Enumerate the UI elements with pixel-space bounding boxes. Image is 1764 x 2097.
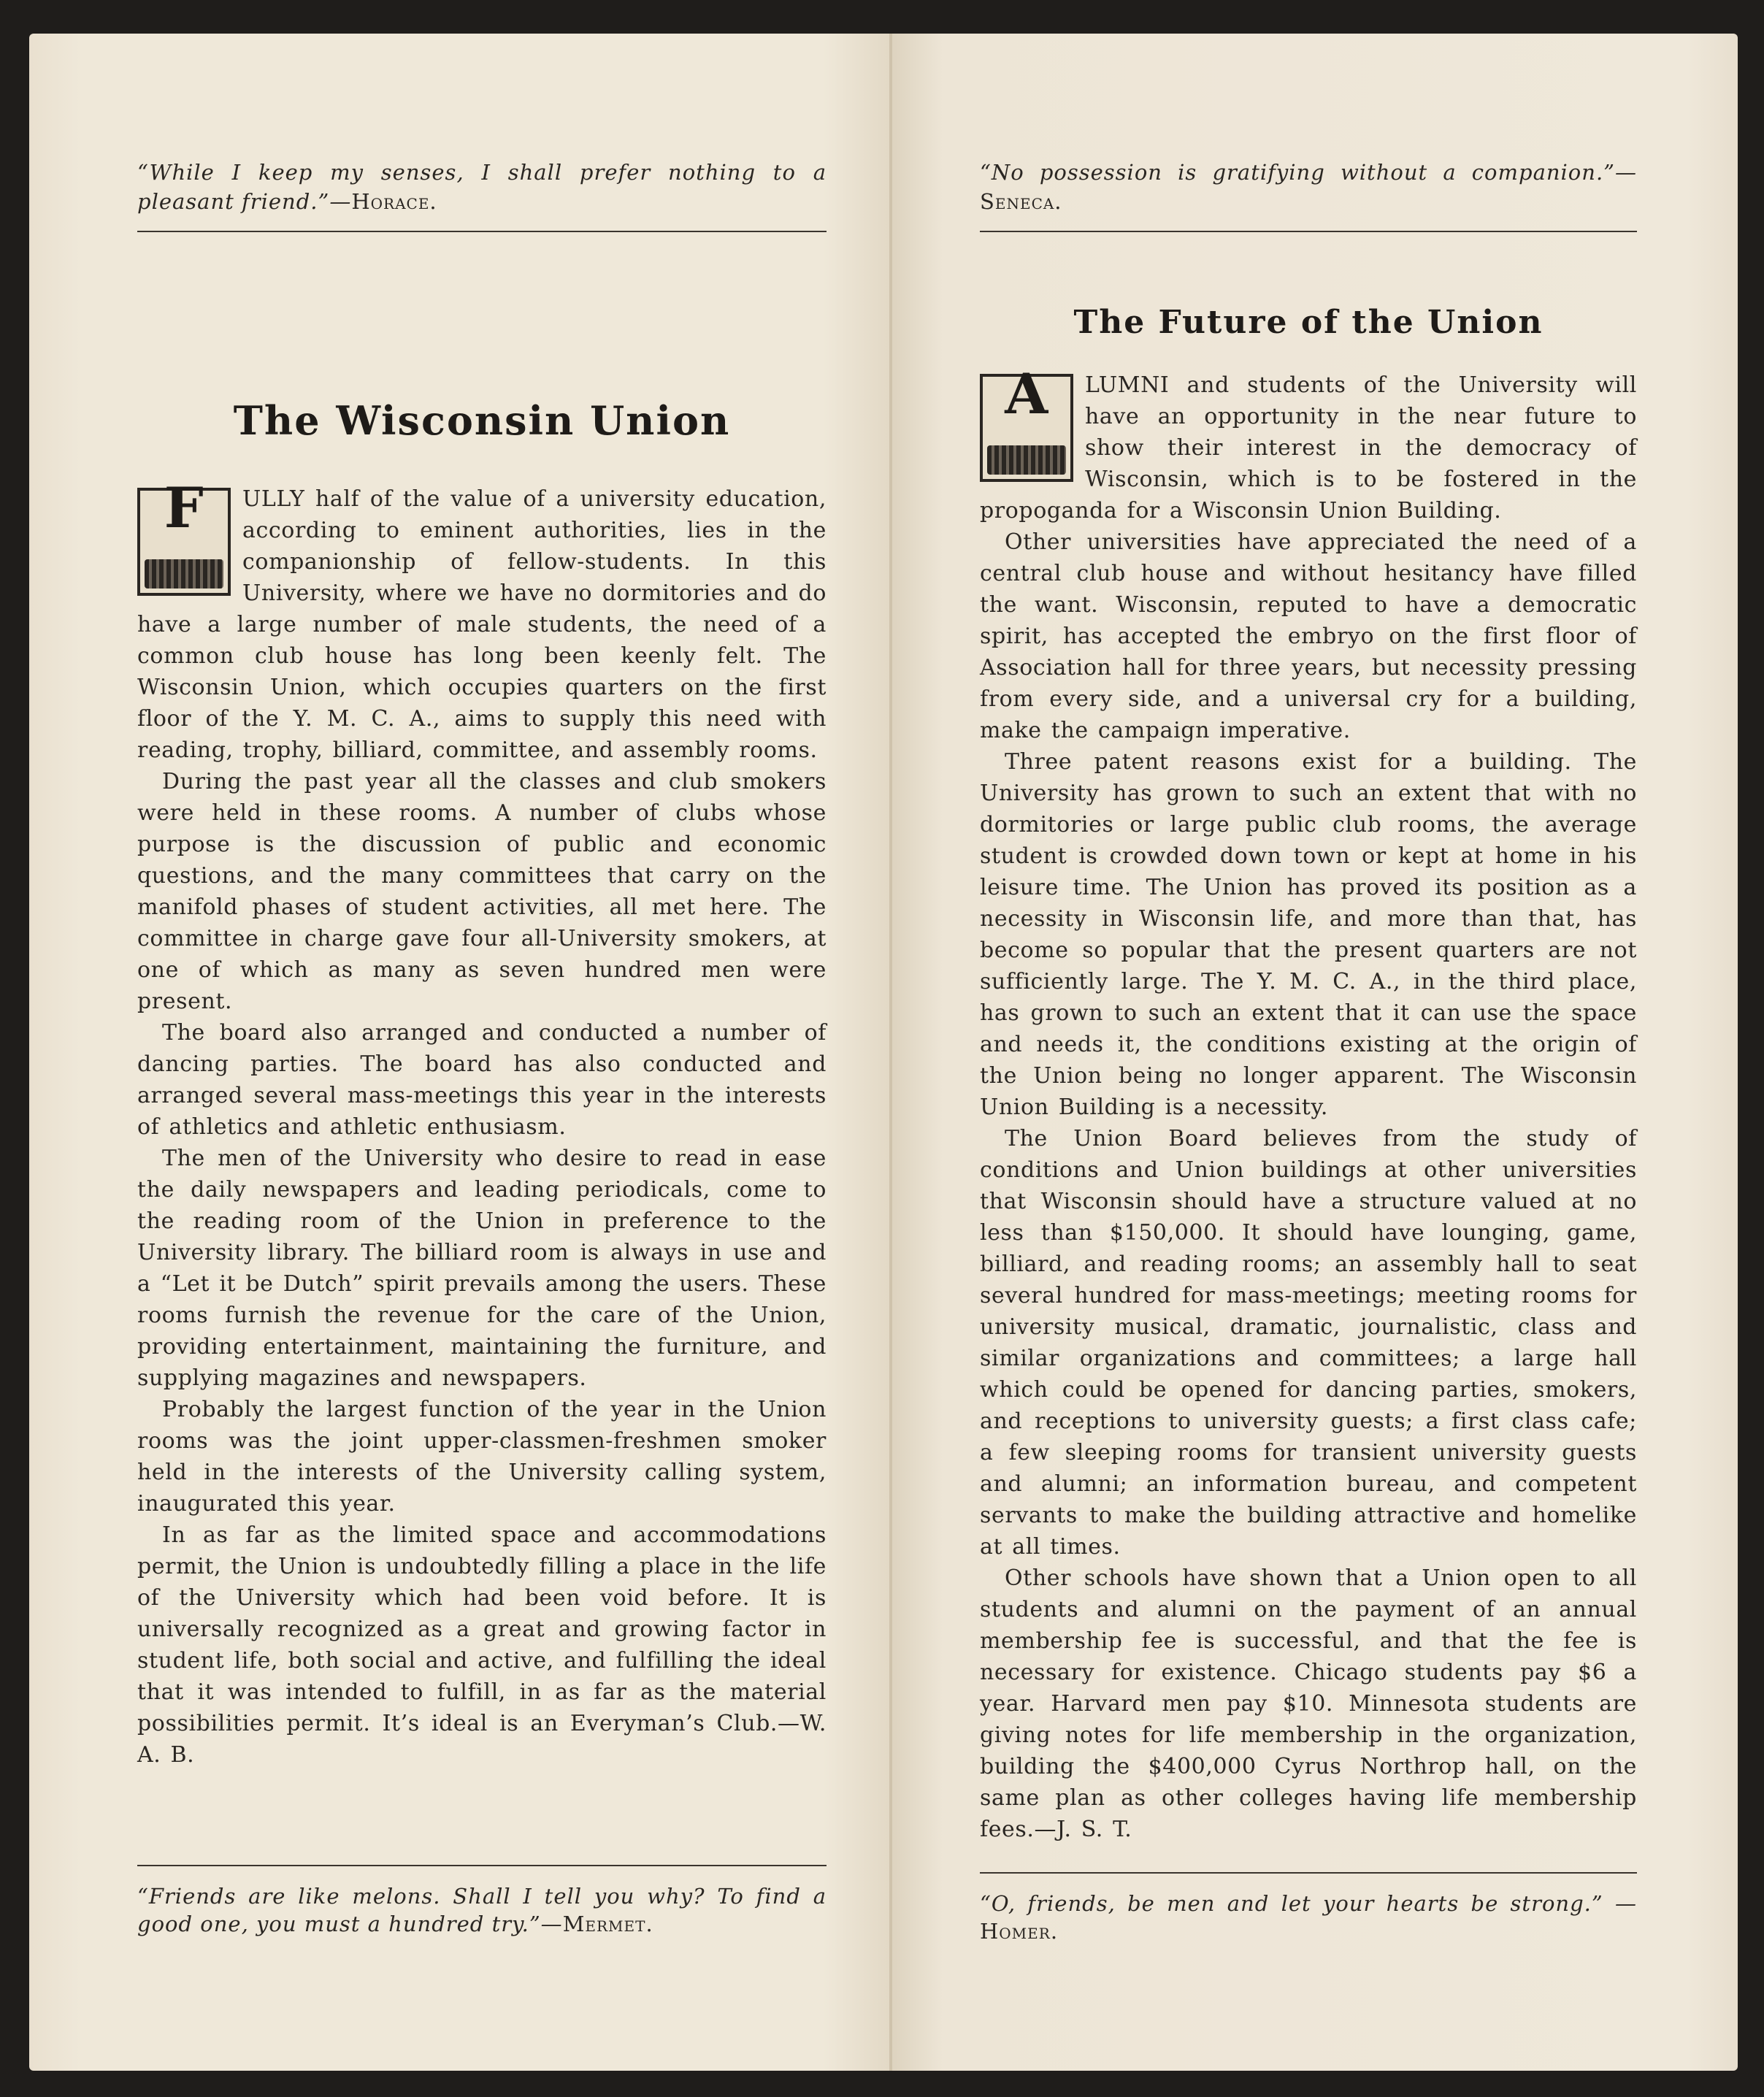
left-page-title: The Wisconsin Union: [233, 397, 731, 444]
left-paragraph-5: Probably the largest function of the year in the Union rooms was the joint upper-classmen-freshmen smoker held in the interests of the University calling system, inaugurated this year.: [137, 1397, 827, 1517]
right-epigraph-text: “No possession is gratifying without a companion.”—: [980, 160, 1637, 185]
right-paragraph-4: The Union Board believes from the study of conditions and Union buildings at other universities that Wisconsin should have a structure valued at no less than $150,000. It should have lounging, game, billiard, and reading rooms; an assembly hall to seat several hundred for mass-meetings; meeting rooms for university musical, dramatic, journalistic, class and similar organizations and committees; a large hall which could be opened for dancing parties, smokers, and receptions to university guests; a first class cafe; a few sleeping rooms for transient university guests and alumni; an information bureau, and competent servants to make the building attractive and homelike at all times.: [980, 1126, 1637, 1560]
right-epigraph-author: Seneca.: [980, 189, 1062, 214]
left-epigraph: [137, 158, 827, 216]
right-page: [892, 34, 1738, 2071]
booklet-spread: [29, 34, 1738, 2071]
left-footer-text: “Friends are like melons. Shall I tell you why? To find a good one, you must a hundred try.”—: [137, 1884, 827, 1936]
right-footer-quote: [980, 1890, 1637, 1945]
right-footer-author: Homer.: [980, 1919, 1059, 1944]
left-epigraph-text: “While I keep my senses, I shall prefer nothing to a pleasant friend.”—: [137, 160, 827, 214]
right-top-rule: [980, 231, 1637, 232]
left-footer-quote: [137, 1882, 827, 1938]
left-dropcap-letter: F: [164, 475, 204, 540]
dropcap-ornament-icon: [145, 559, 223, 589]
right-epigraph: [980, 158, 1637, 216]
right-paragraph-1: LUMNI and students of the University will have an opportunity in the near future to show their interest in the democracy of Wisconsin, which is to be fostered in the propoganda for a Wisconsin Union Building.: [980, 372, 1637, 524]
left-dropcap: [137, 475, 231, 596]
right-footer-text: “O, friends, be men and let your hearts be strong.” —: [980, 1891, 1637, 1916]
right-paragraph-2: Other universities have appreciated the need of a central club house and without hesitancy have filled the want. Wisconsin, reputed to have a democratic spirit, has accepted the embryo on the first floor of Association hall for three years, but necessity pressing from every side, and a universal cry for a building, make the campaign imperative.: [980, 529, 1637, 743]
left-epigraph-author: Horace.: [351, 189, 437, 214]
left-bottom-rule: [137, 1865, 827, 1866]
left-top-rule: [137, 231, 827, 232]
right-dropcap: [980, 361, 1073, 482]
left-paragraph-4: The men of the University who desire to read in ease the daily newspapers and leading periodicals, come to the reading room of the Union in preference to the University library. The billiard room is always in use and a “Let it be Dutch” spirit prevails among the users. These rooms furnish the revenue for the care of the Union, providing entertainment, maintaining the furniture, and supplying magazines and newspapers.: [137, 1146, 827, 1391]
left-paragraph-6: In as far as the limited space and accommodations permit, the Union is undoubtedly filling a place in the life of the University which had been void before. It is universally recognized as a great and growing factor in student life, both social and active, and fulfilling the ideal that it was intended to fulfill, in as far as the material possibilities permit. It’s ideal is an Everyman’s Club.—W. A. B.: [137, 1522, 827, 1768]
right-dropcap-letter: A: [1005, 361, 1048, 426]
right-paragraph-5: Other schools have shown that a Union open to all students and alumni on the payment of an annual membership fee is successful, and that the fee is necessary for existence. Chicago students pay $6 a year. Harvard men pay $10. Minnesota students are giving notes for life membership in the organization, building the $400,000 Cyrus Northrop hall, on the same plan as other colleges having life membership fees.—J. S. T.: [980, 1565, 1637, 1842]
left-article-body: [137, 475, 827, 1771]
right-page-title: The Future of the Union: [1073, 304, 1544, 341]
left-paragraph-2: During the past year all the classes and club smokers were held in these rooms. A number of clubs whose purpose is the discussion of public and economic questions, and the many committees that carry on the manifold phases of student activities, all met here. The committee in charge gave four all-University smokers, at one of which as many as seven hundred men were present.: [137, 769, 827, 1014]
dropcap-ornament-icon: [987, 445, 1066, 475]
left-page: [29, 34, 892, 2071]
right-paragraph-3: Three patent reasons exist for a building. The University has grown to such an extent that with no dormitories or large public club rooms, the average student is crowded down town or kept at home in his leisure time. The Union has proved its position as a necessity in Wisconsin life, and more than that, has become so popular that the present quarters are not sufficiently large. The Y. M. C. A., in the third place, has grown to such an extent that it can use the space and needs it, the conditions existing at the origin of the Union being no longer apparent. The Wisconsin Union Building is a necessity.: [980, 749, 1637, 1120]
right-article-body: [980, 361, 1637, 1845]
left-footer-author: Mermet.: [562, 1912, 653, 1936]
right-bottom-rule: [980, 1872, 1637, 1874]
left-paragraph-1: ULLY half of the value of a university education, according to eminent authorities, lies in the companionship of fellow-students. In this University, where we have no dormitories and do have a large number of male students, the need of a common club house has long been keenly felt. The Wisconsin Union, which occupies quarters on the first floor of the Y. M. C. A., aims to supply this need with reading, trophy, billiard, committee, and assembly rooms.: [137, 486, 827, 763]
left-paragraph-3: The board also arranged and conducted a number of dancing parties. The board has also conducted and arranged several mass-meetings this year in the interests of athletics and athletic enthusiasm.: [137, 1020, 827, 1140]
